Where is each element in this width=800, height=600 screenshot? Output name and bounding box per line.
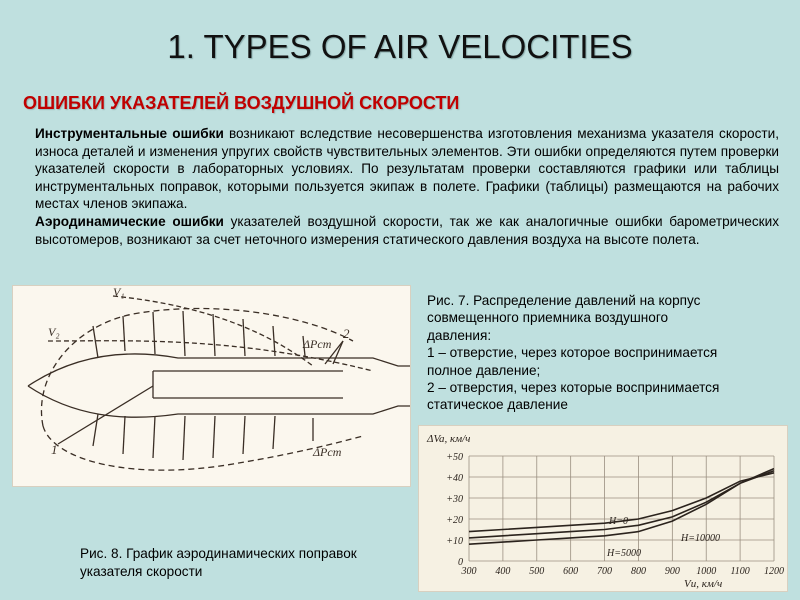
paragraph-aerodynamic xyxy=(35,213,779,248)
probe-upper-outline xyxy=(28,354,410,386)
caption-line: Рис. 8. График аэродинамических поправок xyxy=(80,546,357,561)
dp-bottom-label: ΔPст xyxy=(313,445,342,459)
figure7-caption xyxy=(427,292,787,414)
paragraph-instrumental xyxy=(35,125,779,213)
num2-label: 2 xyxy=(343,326,350,341)
body-text xyxy=(35,125,779,248)
paragraph-lead: Инструментальные ошибки xyxy=(35,126,224,141)
caption-line: 2 – отверстия, через которые воспринимается xyxy=(427,380,720,396)
paragraph-text: возникают вследствие несовершенства изготовления механизма указателя скорости, износа деталей и изменения упругих свойств чувствительных элементов. Эти ошибки определяются путем проверки указателей скорости в лабораторных условиях. По результатам проверки составляются графики или таблицы инструментальных поправок, которыми пользуется экипаж в полете. Графики (таблицы) размещаются на рабочих местах членов экипажа. xyxy=(35,126,779,212)
bottom-pressure-arrows xyxy=(93,414,275,460)
v1-label: V₁ xyxy=(113,286,125,299)
caption-line: статическое давление xyxy=(427,397,568,413)
series-label: H=0 xyxy=(609,516,628,527)
paragraph-lead: Аэродинамические ошибки xyxy=(35,213,224,229)
y-tick-label: +20 xyxy=(446,515,463,526)
dp-top-label: ΔPст xyxy=(303,337,332,351)
caption-line: совмещенного приемника воздушного xyxy=(427,310,669,326)
v2-label: V₂ xyxy=(48,325,60,339)
series-line xyxy=(469,471,774,538)
x-tick-label: 500 xyxy=(529,566,545,577)
caption-line: 1 – отверстие, через которое воспринимается xyxy=(427,345,718,361)
caption-line: Рис. 7. Распределение давлений на корпус xyxy=(427,293,701,308)
aero-correction-chart xyxy=(418,425,788,592)
caption-line: указателя скорости xyxy=(80,564,203,579)
series-label: H=5000 xyxy=(607,548,641,559)
leader-1 xyxy=(58,386,153,444)
y-tick-label: +40 xyxy=(446,473,463,484)
figure8-caption xyxy=(80,545,410,581)
slide-subtitle: ОШИБКИ УКАЗАТЕЛЕЙ ВОЗДУШНОЙ СКОРОСТИ xyxy=(23,93,460,113)
x-tick-label: 700 xyxy=(597,566,613,577)
x-tick-label: 300 xyxy=(461,566,477,577)
v1-streamline xyxy=(113,296,313,366)
x-tick-label: 400 xyxy=(495,566,511,577)
paragraph-text: указателей воздушной скорости, так же как аналогичные ошибки барометрических высотомеров, возникают за счет неточного измерения статического давления воздуха на высоте полета. xyxy=(35,213,780,247)
series-line xyxy=(469,469,774,545)
pressure-distribution-figure xyxy=(12,285,411,487)
x-tick-label: 900 xyxy=(664,566,680,577)
series-label: H=10000 xyxy=(681,533,720,544)
pressure-envelope-upper xyxy=(41,308,353,426)
y-tick-label: +50 xyxy=(446,452,463,463)
y-tick-label: +10 xyxy=(446,536,463,547)
pressure-distribution-diagram xyxy=(13,286,410,486)
x-axis-label: Vи, км/ч xyxy=(684,578,723,590)
slide-title: 1. TYPES OF AIR VELOCITIES xyxy=(167,28,633,65)
x-tick-label: 600 xyxy=(563,566,579,577)
caption-line: полное давление; xyxy=(427,362,541,378)
x-tick-label: 1200 xyxy=(764,566,784,577)
x-tick-label: 800 xyxy=(630,566,646,577)
x-tick-label: 1000 xyxy=(696,566,717,577)
probe-lower-outline xyxy=(28,386,410,417)
aero-correction-chart-svg xyxy=(419,426,787,591)
y-axis-label: ΔVa, км/ч xyxy=(427,433,471,445)
num1-label: 1 xyxy=(51,442,58,457)
y-tick-label: 0 xyxy=(458,557,463,568)
y-tick-label: +30 xyxy=(446,494,463,505)
x-tick-label: 1100 xyxy=(730,566,750,577)
caption-line: давления: xyxy=(427,327,492,343)
